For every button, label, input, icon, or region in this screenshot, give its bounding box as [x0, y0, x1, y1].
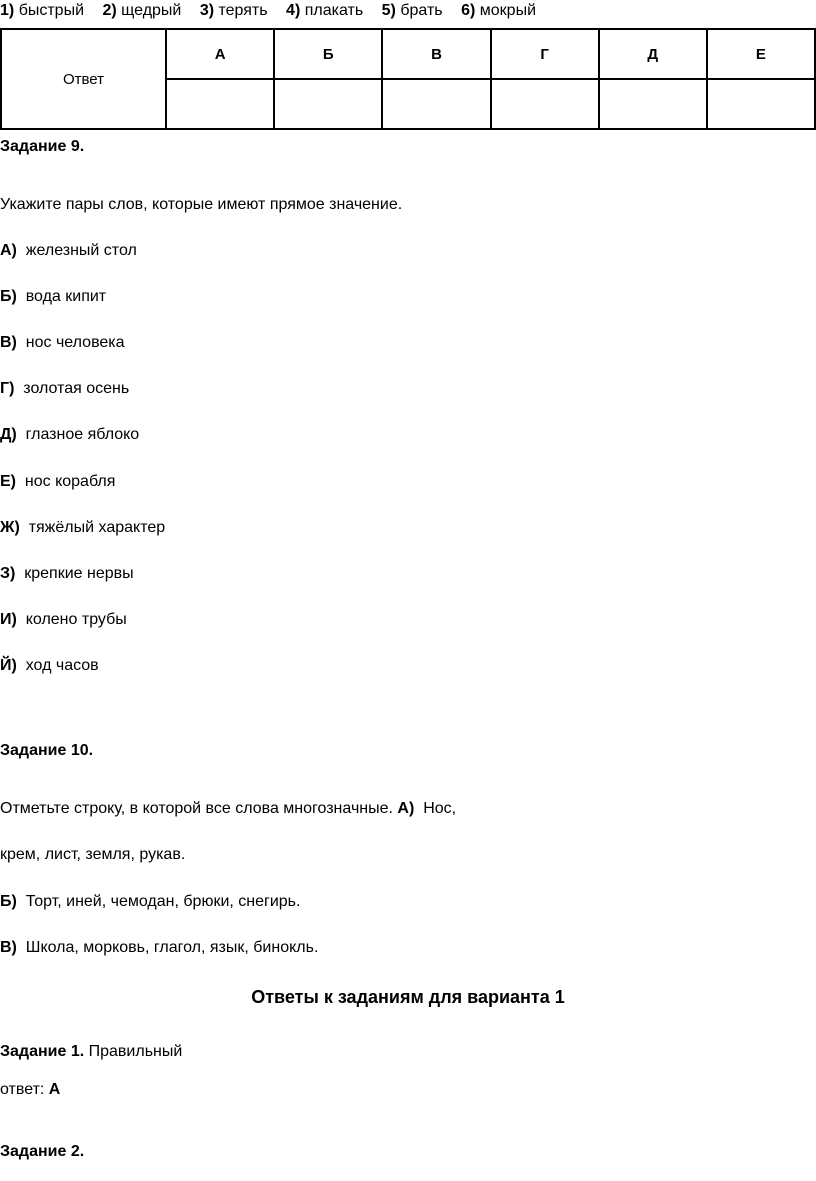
column-header-e: Е: [707, 29, 815, 79]
answer-cell-d[interactable]: [599, 79, 707, 129]
column-header-a: А: [166, 29, 274, 79]
task9-title: Задание 9.: [0, 138, 85, 155]
option-item: 2) щедрый: [102, 2, 182, 19]
task10-option-b: Б) Торт, иней, чемодан, брюки, снегирь.: [0, 893, 301, 910]
task10-title: Задание 10.: [0, 742, 94, 759]
list-item: А) железный стол: [0, 242, 137, 259]
list-item: Е) нос корабля: [0, 473, 116, 490]
option-item: 3) терять: [199, 2, 268, 19]
answer-table: [0, 28, 816, 130]
option-item: 1) быстрый: [0, 2, 85, 19]
answer-row-label: Ответ: [1, 29, 166, 129]
answer1-line: Задание 1. Правильный: [0, 1043, 183, 1060]
answer-cell-g[interactable]: [491, 79, 599, 129]
answer-cell-v[interactable]: [382, 79, 490, 129]
answer2-title: Задание 2.: [0, 1143, 85, 1160]
list-item: Й) ход часов: [0, 657, 99, 674]
answer-cell-b[interactable]: [274, 79, 382, 129]
task10-question: Отметьте строку, в которой все слова многозначные. А) Нос,: [0, 800, 457, 817]
list-item: И) колено трубы: [0, 611, 127, 628]
task9-question: Укажите пары слов, которые имеют прямое значение.: [0, 196, 403, 213]
task10-option-c: В) Школа, морковь, глагол, язык, бинокль.: [0, 939, 319, 956]
answer1-value-line: ответ: А: [0, 1081, 61, 1098]
list-item: Ж) тяжёлый характер: [0, 519, 166, 536]
list-item: З) крепкие нервы: [0, 565, 134, 582]
list-item: Г) золотая осень: [0, 380, 130, 397]
column-header-b: Б: [274, 29, 382, 79]
column-header-d: Д: [599, 29, 707, 79]
column-header-g: Г: [491, 29, 599, 79]
list-item: Д) глазное яблоко: [0, 426, 140, 443]
answer-cell-a[interactable]: [166, 79, 274, 129]
option-item: 5) брать: [381, 2, 443, 19]
answer-cell-e[interactable]: [707, 79, 815, 129]
list-item: Б) вода кипит: [0, 288, 107, 305]
list-item: В) нос человека: [0, 334, 125, 351]
option-item: 6) мокрый: [461, 2, 536, 19]
column-header-v: В: [382, 29, 490, 79]
task10-option-a-continued: крем, лист, земля, рукав.: [0, 846, 186, 863]
option-item: 4) плакать: [286, 2, 364, 19]
options-line: [0, 2, 550, 20]
answers-heading: Ответы к заданиям для варианта 1: [251, 987, 565, 1007]
